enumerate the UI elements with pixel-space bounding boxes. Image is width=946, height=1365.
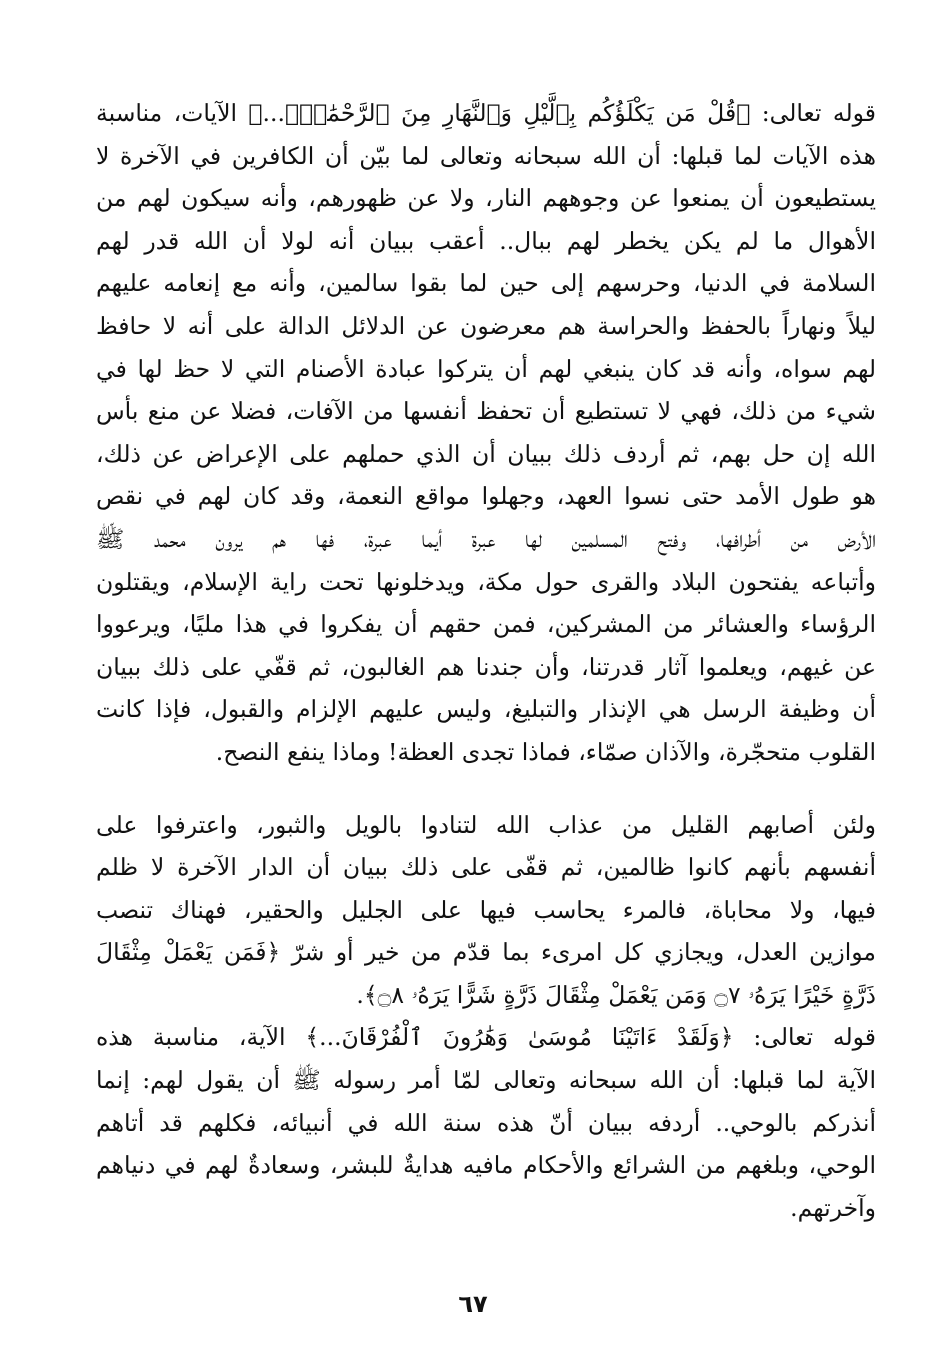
- text-line: الرؤساء والعشائر من المشركين، فمن حقهم أن يفكروا في هذا مليًا، ويرعووا: [96, 610, 876, 639]
- text-line: ليلاً ونهاراً بالحفظ والحراسة هم معرضون عن الدلائل الدالة على أنه لا حافظ: [96, 311, 876, 340]
- paragraph-gap: [96, 774, 876, 804]
- text-line: القلوب متحجّرة، والآذان صمّاء، فماذا تجدى العظة! وماذا ينفع النصح.: [215, 737, 876, 766]
- text-line: الأهوال ما لم يكن يخطر لهم ببال.. أعقب ببيان أنه لولا أن الله قدر لهم: [96, 226, 876, 255]
- text-line: هو طول الأمد حتى نسوا العهد، وجهلوا مواقع النعمة، وقد كان لهم في نقص: [96, 482, 876, 511]
- text-line: أنفسهم بأنهم كانوا ظالمين، ثم قفّى على ذلك ببيان أن الدار الآخرة لا ظلم: [96, 853, 876, 882]
- text-line: أن وظيفة الرسل هي الإنذار والتبليغ، وليس عليهم الإلزام والقبول، فإذا كانت: [96, 695, 876, 724]
- text-line: ولئن أصابهم القليل من عذاب الله لتنادوا بالويل والثبور، واعترفوا على: [96, 810, 876, 839]
- paragraph: [96, 1016, 876, 1229]
- text-line: موازين العدل، ويجازي كل امرىء بما قدّم من خير أو شرّ ﴿فَمَن يَعْمَلْ مِثْقَالَ: [96, 938, 876, 967]
- text-line: هذه الآيات لما قبلها: أن الله سبحانه وتعالى لما بيّن أن الكافرين في الآخرة لا: [96, 141, 876, 170]
- text-line: وآخرتهم.: [790, 1193, 876, 1222]
- text-line: السلامة في الدنيا، وحرسهم إلى حين لما بقوا سالمين، وأنه مع إنعامه عليهم: [96, 269, 876, 298]
- text-line: الله إن حل بهم، ثم أردف ذلك ببيان أن الذي حملهم على الإعراض عن ذلك،: [96, 439, 876, 468]
- text-line: الأرض من أطرافها، وفتح المسلمين لها عبرة أيما عبرة، فها هم يرون محمد ﷺ: [96, 524, 876, 553]
- text-line: فيها، ولا محاباة، فالمرء يحاسب فيها على الجليل والحقير، فهناك تنصب: [96, 895, 876, 924]
- text-line: الوحي، وبلغهم من الشرائع والأحكام مافيه هدايةٌ للبشر، وسعادةٌ لهم في دنياهم: [96, 1151, 876, 1180]
- text-line: أنذركم بالوحي.. أردفه ببيان أنّ هذه سنة الله في أنبيائه، فكلهم قد أتاهم: [96, 1108, 876, 1137]
- page-body: [96, 92, 876, 1282]
- text-line: قوله تعالى: ﴿وَلَقَدْ ءَاتَيْنَا مُوسَىٰ وَهَٰرُونَ ٱلْفُرْقَانَ...﴾ الآية، مناسبة هذه: [96, 1023, 876, 1052]
- text-line: ذَرَّةٍ خَيْرًا يَرَهُۥ ۝٧ وَمَن يَعْمَلْ مِثْقَالَ ذَرَّةٍ شَرًّا يَرَهُۥ ۝٨﴾.: [356, 980, 876, 1009]
- text-column: [96, 92, 876, 1229]
- paragraph: [96, 92, 876, 774]
- text-line: الآية لما قبلها: أن الله سبحانه وتعالى لمّا أمر رسوله ﷺ أن يقول لهم: إنما: [96, 1066, 876, 1095]
- text-line: شيء من ذلك، فهي لا تستطيع أن تحفظ أنفسها من الآفات، فضلا عن منع بأس: [96, 397, 876, 426]
- paragraph: [96, 804, 876, 1017]
- page-number: ٦٧: [458, 1290, 488, 1318]
- text-line: يستطيعون أن يمنعوا عن وجوههم النار، ولا عن ظهورهم، وأنه سيكون لهم من: [96, 184, 876, 213]
- text-line: وأتباعه يفتحون البلاد والقرى حول مكة، ويدخلونها تحت راية الإسلام، ويقتلون: [96, 567, 876, 596]
- text-line: لهم سواه، وأنه قد كان ينبغي لهم أن يتركوا عبادة الأصنام التي لا حظ لها في: [96, 354, 876, 383]
- text-line: قوله تعالى: ﴿قُلْ مَن يَكْلَؤُكُم بِٱلَّيْلِ وَٱلنَّهَارِ مِنَ ٱلرَّحْمَٰنِۚ...﴾ الآيات، مناسبة: [96, 99, 876, 127]
- text-line: عن غيهم، ويعلموا آثار قدرتنا، وأن جندنا هم الغالبون، ثم قفّي على ذلك ببيان: [96, 652, 876, 681]
